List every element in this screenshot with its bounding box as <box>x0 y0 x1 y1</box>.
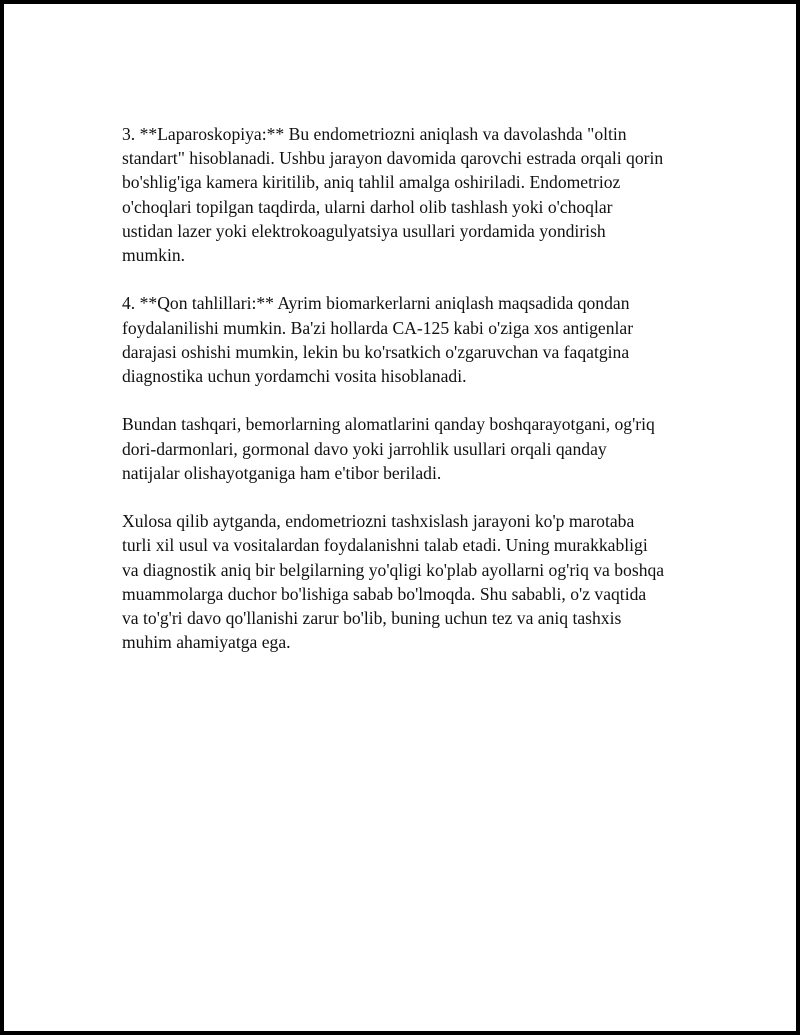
document-body <box>122 122 704 679</box>
paragraph-conclusion: Xulosa qilib aytganda, endometriozni tashxislash jarayoni ko'p marotaba turli xil usul va vositalardan foydalanishni talab etadi. Uning murakkabligi va diagnostik aniq bir belgilarning yo'qligi ko'plab ayollarni og'riq va boshqa muammolarga duchor bo'lishiga sabab bo'lmoqda. Shu sababli, o'z vaqtida va to'g'ri davo qo'llanishi zarur bo'lib, buning uchun tez va aniq tashxis muhim ahamiyatga ega. <box>122 511 665 653</box>
paragraph-blood-tests: 4. **Qon tahlillari:** Ayrim biomarkerlarni aniqlash maqsadida qondan foydalanilishi mumkin. Ba'zi hollarda CA-125 kabi o'ziga xos antigenlar darajasi oshishi mumkin, lekin bu ko'rsatkich o'zgaruvchan va faqatgina diagnostika uchun yordamchi vosita hisoblanadi. <box>122 293 634 387</box>
paragraph-laparoscopy: 3. **Laparoskopiya:** Bu endometriozni aniqlash va davolashda "oltin standart" hisoblanadi. Ushbu jarayon davomida qarovchi estrada orqali qorin bo'shlig'iga kamera kiritilib, aniq tahlil amalga oshiriladi. Endometrioz o'choqlari topilgan taqdirda, ularni darhol olib tashlash yoki o'choqlar ustidan lazer yoki elektrokoagulyatsiya usullari yordamida yondirish mumkin. <box>122 124 664 266</box>
paragraph-additional-notes: Bundan tashqari, bemorlarning alomatlarini qanday boshqarayotgani, og'riq dori-darmonlari, gormonal davo yoki jarrohlik usullari orqali qanday natijalar olishayotganiga ham e'tibor beriladi. <box>122 414 655 483</box>
